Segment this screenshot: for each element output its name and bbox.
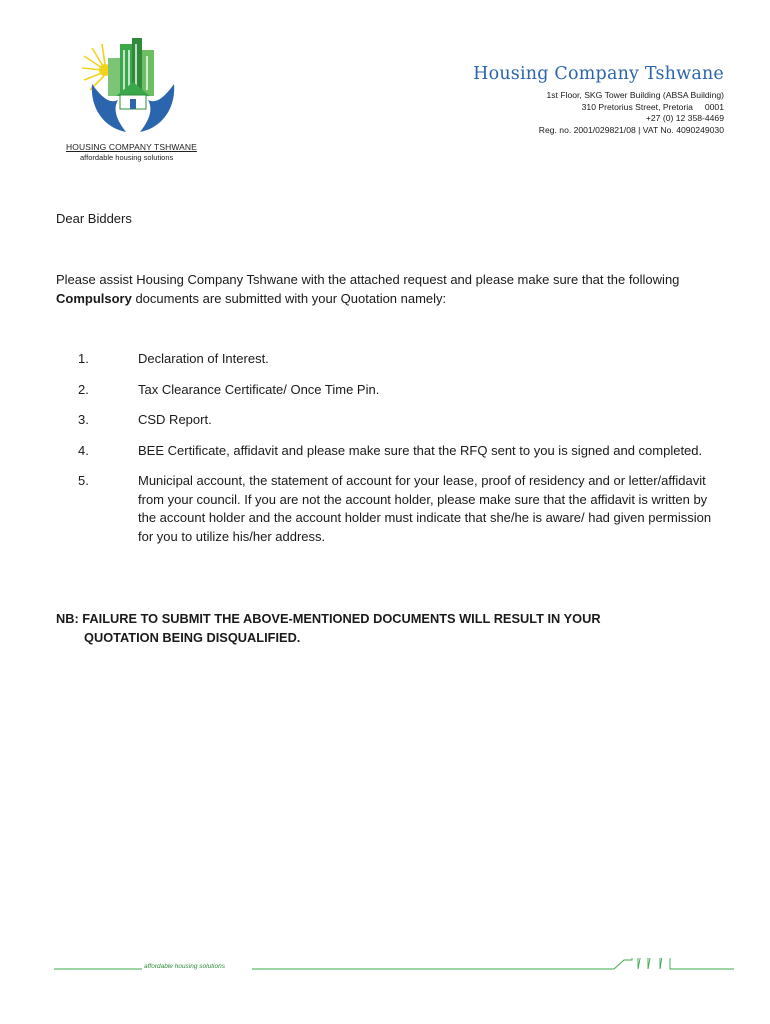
letterhead [473, 64, 724, 136]
list-item-number: 5. [78, 473, 89, 488]
house-hands-logo-icon [80, 38, 180, 140]
salutation: Dear Bidders [56, 211, 132, 226]
list-item-number: 2. [78, 381, 89, 397]
required-documents-list [56, 350, 726, 558]
list-item-number: 4. [78, 442, 89, 458]
company-logo [62, 38, 197, 168]
warning-note-line-2: QUOTATION BEING DISQUALIFIED. [84, 630, 301, 645]
list-item-number: 1. [78, 351, 89, 366]
company-name: Housing Company Tshwane [473, 64, 724, 84]
list-item-text: BEE Certificate, affidavit and please make sure that the RFQ sent to you is signed and completed. [138, 442, 703, 458]
list-item [56, 442, 726, 461]
list-item [56, 472, 726, 546]
list-item-text: Tax Clearance Certificate/ Once Time Pin. [138, 381, 380, 397]
phone-number: +27 (0) 12 358-4469 [645, 113, 724, 123]
list-item-text: Declaration of Interest. [138, 351, 269, 366]
intro-text-end: documents are submitted with your Quotation namely: [131, 291, 447, 306]
registration-number: Reg. no. 2001/029821/08 | VAT No. 4090249030 [538, 124, 724, 135]
list-item [56, 350, 726, 369]
list-item [56, 381, 726, 400]
intro-emphasis: Compulsory [56, 291, 132, 306]
warning-note [56, 609, 726, 647]
footer-tagline: affordable housing solutions [144, 963, 225, 970]
logo-company-name: HOUSING COMPANY TSHWANE [66, 142, 197, 152]
intro-paragraph [56, 270, 716, 308]
intro-text: Please assist Housing Company Tshwane with the attached request and please make sure that the following [56, 272, 680, 287]
address-line-1: 1st Floor, SKG Tower Building (ABSA Building) [546, 90, 724, 100]
address-line-2: 310 Pretorius Street, Pretoria 0001 [581, 101, 724, 112]
list-item-text: Municipal account, the statement of account for your lease, proof of residency and or letter/affidavit from your council. If you are not the account holder, please make sure that the affidavit is written by the account holder and the account holder must indicate that she/he is aware/ had given permission for you to utilize his/her address. [138, 473, 712, 544]
list-item-text: CSD Report. [138, 412, 212, 427]
warning-note-line-1: NB: FAILURE TO SUBMIT THE ABOVE-MENTIONED DOCUMENTS WILL RESULT IN YOUR [56, 611, 601, 626]
list-item-number: 3. [78, 412, 89, 427]
logo-tagline: affordable housing solutions [80, 153, 174, 162]
list-item [56, 411, 726, 430]
